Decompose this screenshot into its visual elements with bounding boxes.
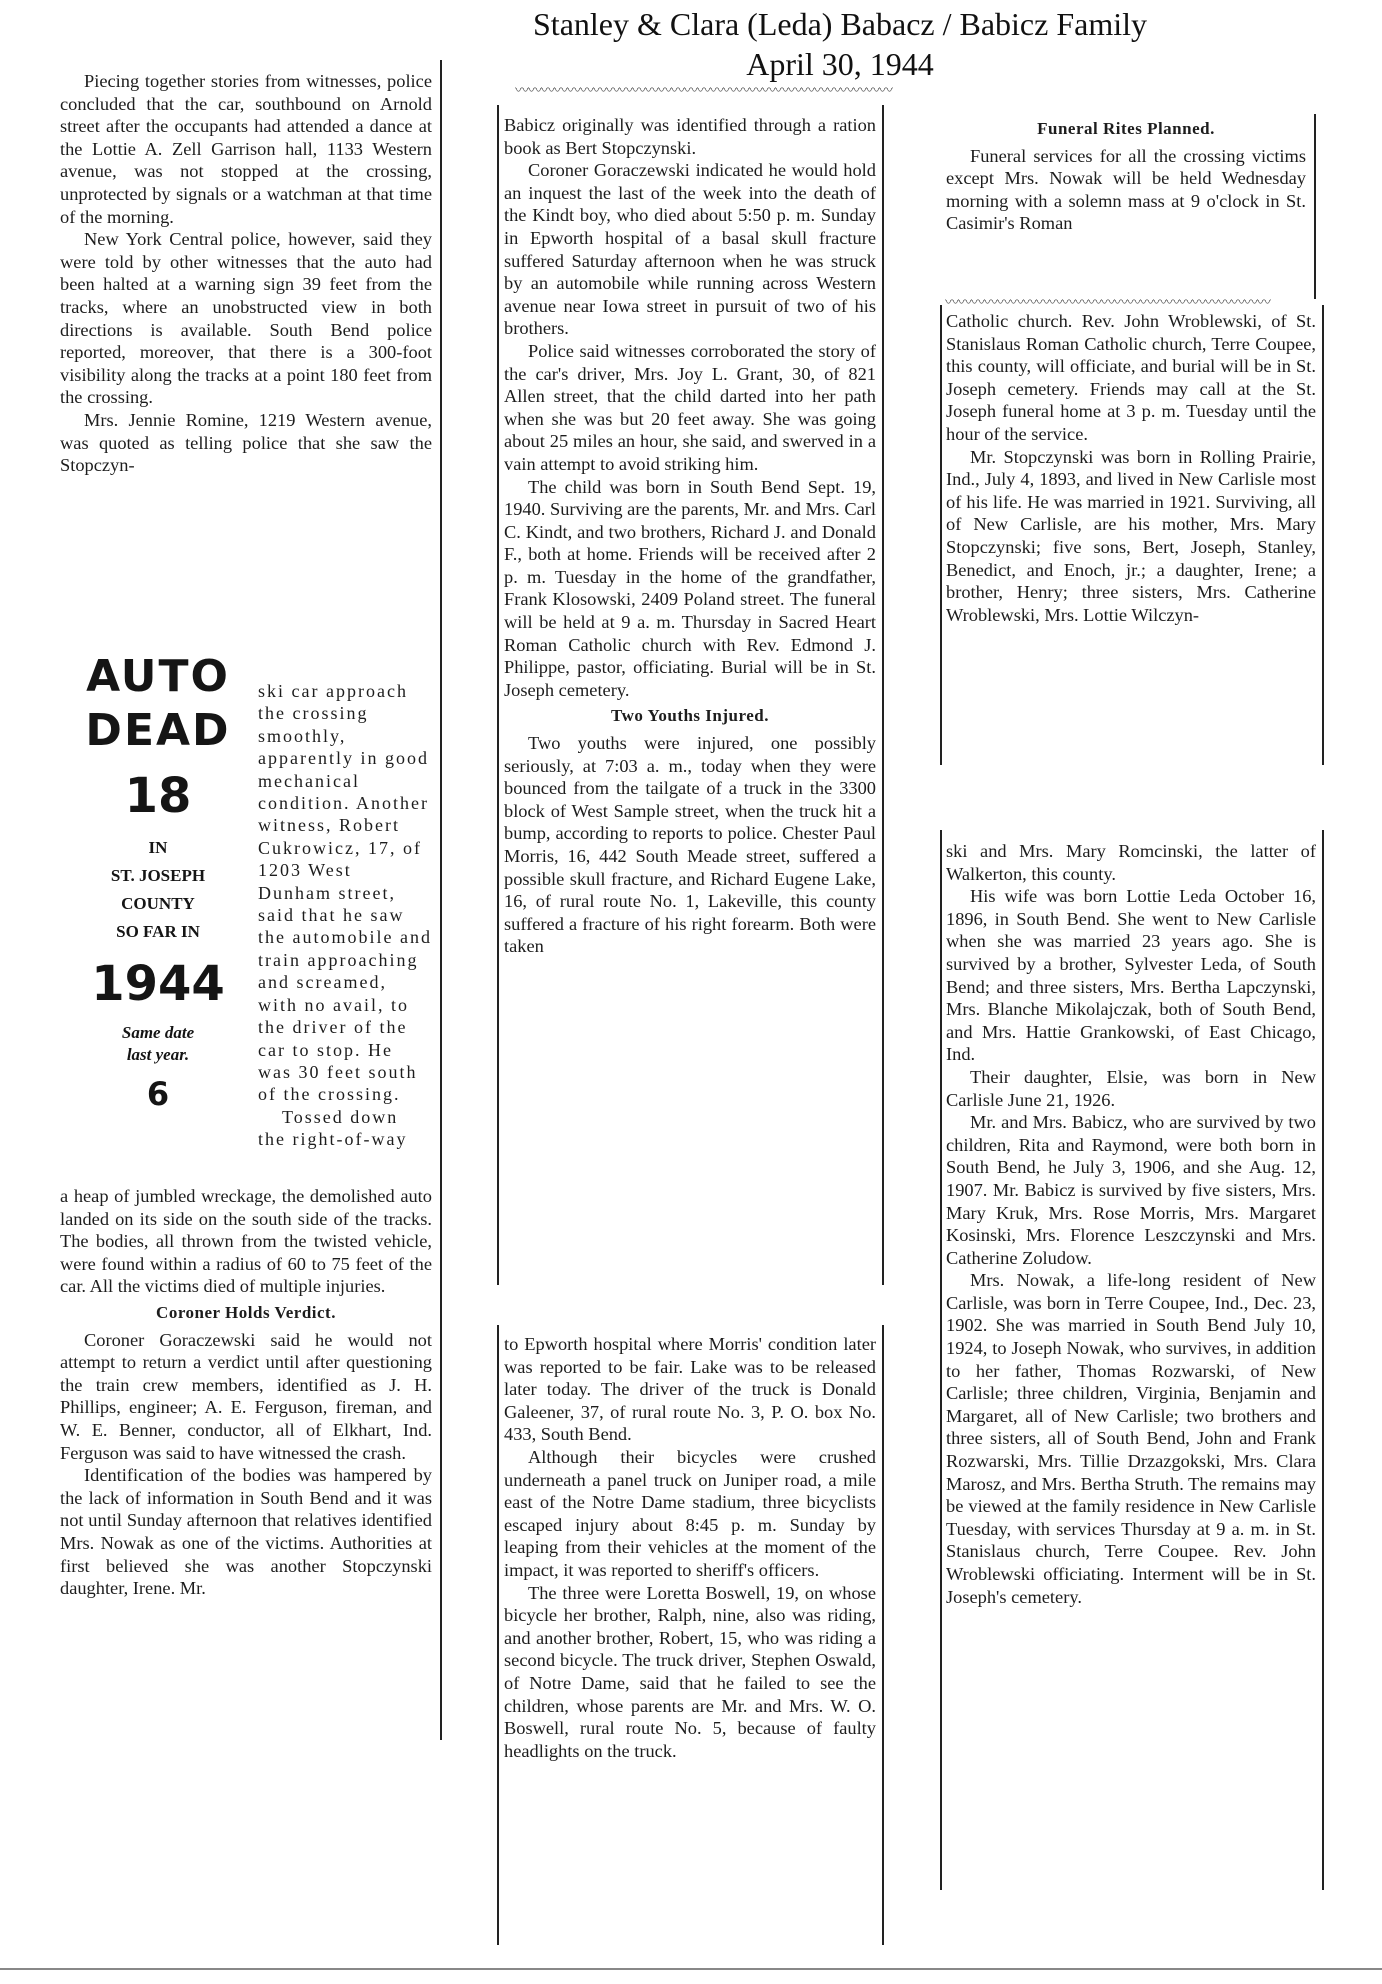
article-column-3-middle bbox=[946, 310, 1316, 626]
column-rule bbox=[1322, 305, 1324, 765]
box-year: 1944 bbox=[91, 956, 225, 1012]
box-county-1: ST. JOSEPH bbox=[110, 866, 206, 885]
section-wavy-rule: 〰〰〰〰〰〰〰〰〰〰〰〰〰〰〰〰〰〰〰〰〰〰〰〰〰 bbox=[945, 295, 1270, 311]
paragraph: Identification of the bodies was hampered by the lack of information in South Bend and it was not until Sunday afternoon that relatives identified Mrs. Nowak as one of the victims. Authorities at first believed she was another Stopczynski daughter, Irene. Mr. bbox=[60, 1465, 432, 1599]
column-rule bbox=[940, 305, 942, 765]
column-rule bbox=[1314, 114, 1316, 299]
article-column-3-top bbox=[946, 114, 1306, 235]
column-rule bbox=[882, 1325, 884, 1945]
paragraph: Tossed down the right-of-way bbox=[258, 1106, 408, 1150]
page-date: April 30, 1944 bbox=[746, 46, 934, 82]
column-rule bbox=[440, 60, 442, 1740]
subheading: Funeral Rites Planned. bbox=[1037, 119, 1215, 138]
paragraph: a heap of jumbled wreckage, the demolished auto landed on its side on the south side of the tracks. The bodies, all thrown from the twisted vehicle, were found within a radius of 60 to 75 feet of the car. All the victims died of multiple injuries. bbox=[60, 1186, 432, 1297]
box-in: IN bbox=[148, 838, 168, 857]
page-title: Stanley & Clara (Leda) Babacz / Babicz Family bbox=[533, 6, 1147, 42]
column-rule bbox=[497, 1325, 499, 1945]
paragraph: The child was born in South Bend Sept. 19, 1940. Surviving are the parents, Mr. and Mrs. Carl C. Kindt, and two brothers, Richard J. and Donald F., both at home. Friends will be received after 2 p. m. Tuesday in the home of the grandfather, Frank Klosowski, 2409 Poland street. The funeral will be held at 9 a. m. Thursday in Sacred Heart Roman Catholic church with Rev. Edmond J. Philippe, pastor, officiating. Burial will be in St. Joseph cemetery. bbox=[504, 476, 876, 700]
paragraph: The three were Loretta Boswell, 19, on whose bicycle her brother, Ralph, nine, also was riding, and another brother, Robert, 15, who was riding a second bicycle. The truck driver, Stephen Oswald, of Notre Dame, said that he failed to see the children, whose parents are Mr. and Mrs. W. O. Boswell, rural route No. 5, because of faulty headlights on the truck. bbox=[504, 1582, 876, 1761]
paragraph: ski car approach the crossing smoothly, apparently in good mechanical condition. Another witness, Robert Cukrowicz, 17, of 1203 West Dunham street, said that he saw the automobile and train approaching and screamed, with no avail, to the driver of the car to stop. He was 30 feet south of the crossing. bbox=[258, 681, 432, 1105]
subheading: Two Youths Injured. bbox=[611, 706, 769, 726]
paragraph: Piecing together stories from witnesses, police concluded that the car, southbound on Arnold street after the occupants had attended a dance at the Lottie A. Zell Garrison hall, 1133 Western avenue, was not stopped at the crossing, unprotected by signals or a watchman at that time of the morning. bbox=[60, 71, 432, 227]
page-header bbox=[440, 4, 1240, 84]
header-wavy-rule: 〰〰〰〰〰〰〰〰〰〰〰〰〰〰〰〰〰〰〰〰〰〰〰〰〰〰〰〰〰 bbox=[515, 83, 892, 99]
paragraph: Police said witnesses corroborated the story of the car's driver, Mrs. Joy L. Grant, 30, of 821 Allen street, that the child darted into her path when she was but 20 feet away. She was going about 25 miles an hour, she said, and swerved in a vain attempt to avoid striking him. bbox=[504, 340, 876, 474]
paragraph: Mrs. Jennie Romine, 1219 Western avenue, was quoted as telling police that she saw the Stopczyn- bbox=[60, 409, 432, 476]
subheading: Coroner Holds Verdict. bbox=[156, 1302, 336, 1322]
box-auto: AUTO bbox=[86, 651, 230, 702]
paragraph: to Epworth hospital where Morris' condition later was reported to be fair. Lake was to be released later today. The driver of the truck is Donald Galeener, 37, of rural route No. 3, P. O. box No. 433, South Bend. bbox=[504, 1334, 876, 1445]
paragraph: Babicz originally was identified through a ration book as Bert Stopczynski. bbox=[504, 115, 876, 158]
box-count: 18 bbox=[124, 768, 192, 824]
paragraph: Two youths were injured, one possibly seriously, at 7:03 a. m., today when they were bounced from the tailgate of a truck in the 3300 block of West Sample street, when the truck hit a bump, according to reports to police. Chester Paul Morris, 16, 442 South Meade street, suffered a possible skull fracture, and Richard Eugene Lake, 16, of rural route No. 1, Lakeville, this county suffered a fracture of his right forearm. Both were taken bbox=[504, 733, 876, 957]
paragraph: Catholic church. Rev. John Wroblewski, of St. Stanislaus Roman Catholic church, Terre Coupee, this county, will officiate, and burial will be in St. Joseph cemetery. Friends may call at the St. Joseph funeral home at 3 p. m. Tuesday until the hour of the service. bbox=[946, 311, 1316, 444]
paragraph: ski and Mrs. Mary Romcinski, the latter of Walkerton, this county. bbox=[946, 841, 1316, 884]
paragraph: Coroner Goraczewski indicated he would hold an inquest the last of the week into the death of the Kindt boy, who died about 5:50 p. m. Sunday in Epworth hospital of a basal skull fracture suffered Saturday afternoon when he was struck by an automobile while running across Western avenue near Iowa street in pursuit of two of his brothers. bbox=[504, 160, 876, 339]
article-column-2-bottom bbox=[504, 1333, 876, 1762]
column-rule bbox=[1322, 830, 1324, 1890]
box-same-date: Same date bbox=[121, 1023, 195, 1042]
paragraph: Although their bicycles were crushed underneath a panel truck on Juniper road, a mile east of the Notre Dame stadium, three bicyclists escaped injury about 8:45 p. m. Sunday by leaping from their vehicles at the moment of the impact, it was reported to sheriff's officers. bbox=[504, 1446, 876, 1580]
box-last-year: last year. bbox=[126, 1045, 190, 1064]
paragraph: Their daughter, Elsie, was born in New Carlisle June 21, 1926. bbox=[946, 1066, 1316, 1110]
column-rule bbox=[940, 830, 942, 1890]
paragraph: Funeral services for all the crossing victims except Mrs. Nowak will be held Wednesday morning with a solemn mass at 9 o'clock in St. Casimir's Roman bbox=[946, 145, 1306, 234]
box-dead: DEAD bbox=[85, 705, 231, 756]
box-last-count: 6 bbox=[146, 1075, 170, 1113]
column-rule bbox=[882, 105, 884, 1285]
article-column-1-top bbox=[60, 70, 432, 477]
paragraph: Coroner Goraczewski said he would not attempt to return a verdict until after questioning the train crew members, identified as J. H. Phillips, engineer; A. E. Ferguson, fireman, and W. E. Benner, conductor, all of Elkhart, Ind. Ferguson was said to have witnessed the crash. bbox=[60, 1329, 432, 1463]
article-column-2-top bbox=[504, 114, 876, 958]
paragraph: His wife was born Lottie Leda October 16, 1896, in South Bend. She went to New Carlisle when she was married 23 years ago. She is survived by a brother, Sylvester Leda, of South Bend; and three sisters, Mrs. Bertha Lapczynski, Mrs. Blanche Mikolajczak, both of South Bend, and Mrs. Hattie Grankowski, of East Chicago, Ind. bbox=[946, 886, 1316, 1065]
article-column-1-bottom bbox=[60, 1185, 432, 1600]
column-rule bbox=[497, 105, 499, 1285]
auto-dead-box bbox=[68, 650, 248, 1150]
article-column-3-bottom bbox=[946, 840, 1316, 1608]
paragraph: Mr. Stopczynski was born in Rolling Prairie, Ind., July 4, 1893, and lived in New Carlisle most of his life. He was married in 1921. Surviving, all of New Carlisle, are his mother, Mrs. Mary Stopczynski; five sons, Bert, Joseph, Stanley, Benedict, and Enoch, jr.; a daughter, Irene; a brother, Henry; three sisters, Mrs. Catherine Wroblewski, Mrs. Lottie Wilczyn- bbox=[946, 446, 1316, 625]
page-bottom-line bbox=[0, 1968, 1382, 1970]
paragraph: Mrs. Nowak, a life-long resident of New Carlisle, was born in Terre Coupee, Ind., Dec. 23, 1902. She was married in South Bend July 10, 1924, to Joseph Nowak, who survives, in addition to her father, Thomas Rozwarski, of New Carlisle; three children, Virginia, Benjamin and Margaret, all of New Carlisle; two brothers and three sisters, all of South Bend, John and Frank Rozwarski, Mrs. Tillie Drzazgokski, Mrs. Clara Marosz, and Mrs. Bertha Struth. The remains may be viewed at the family residence in New Carlisle Tuesday, with services Thursday at 9 a. m. in St. Stanislaus church, Terre Coupee. Rev. John Wroblewski officiating. Interment will be in St. Joseph's cemetery. bbox=[946, 1270, 1316, 1607]
box-so-far: SO FAR IN bbox=[116, 922, 200, 941]
paragraph: New York Central police, however, said they were told by other witnesses that the auto had been halted at a warning sign 39 feet from the tracks, where an unobstructed view in both directions is available. South Bend police reported, moreover, that there is a 300-foot visibility along the tracks at a point 180 feet from the crossing. bbox=[60, 229, 432, 408]
wrap-text bbox=[258, 680, 432, 1151]
paragraph: Mr. and Mrs. Babicz, who are survived by two children, Rita and Raymond, were both born in South Bend, he July 3, 1906, and she Aug. 12, 1907. Mr. Babicz is survived by five sisters, Mrs. Mary Kruk, Mrs. Rose Morris, Mrs. Margaret Kosinski, Mrs. Florence Leszczynski and Mrs. Catherine Zoludow. bbox=[946, 1112, 1316, 1268]
box-county-2: COUNTY bbox=[121, 894, 195, 913]
